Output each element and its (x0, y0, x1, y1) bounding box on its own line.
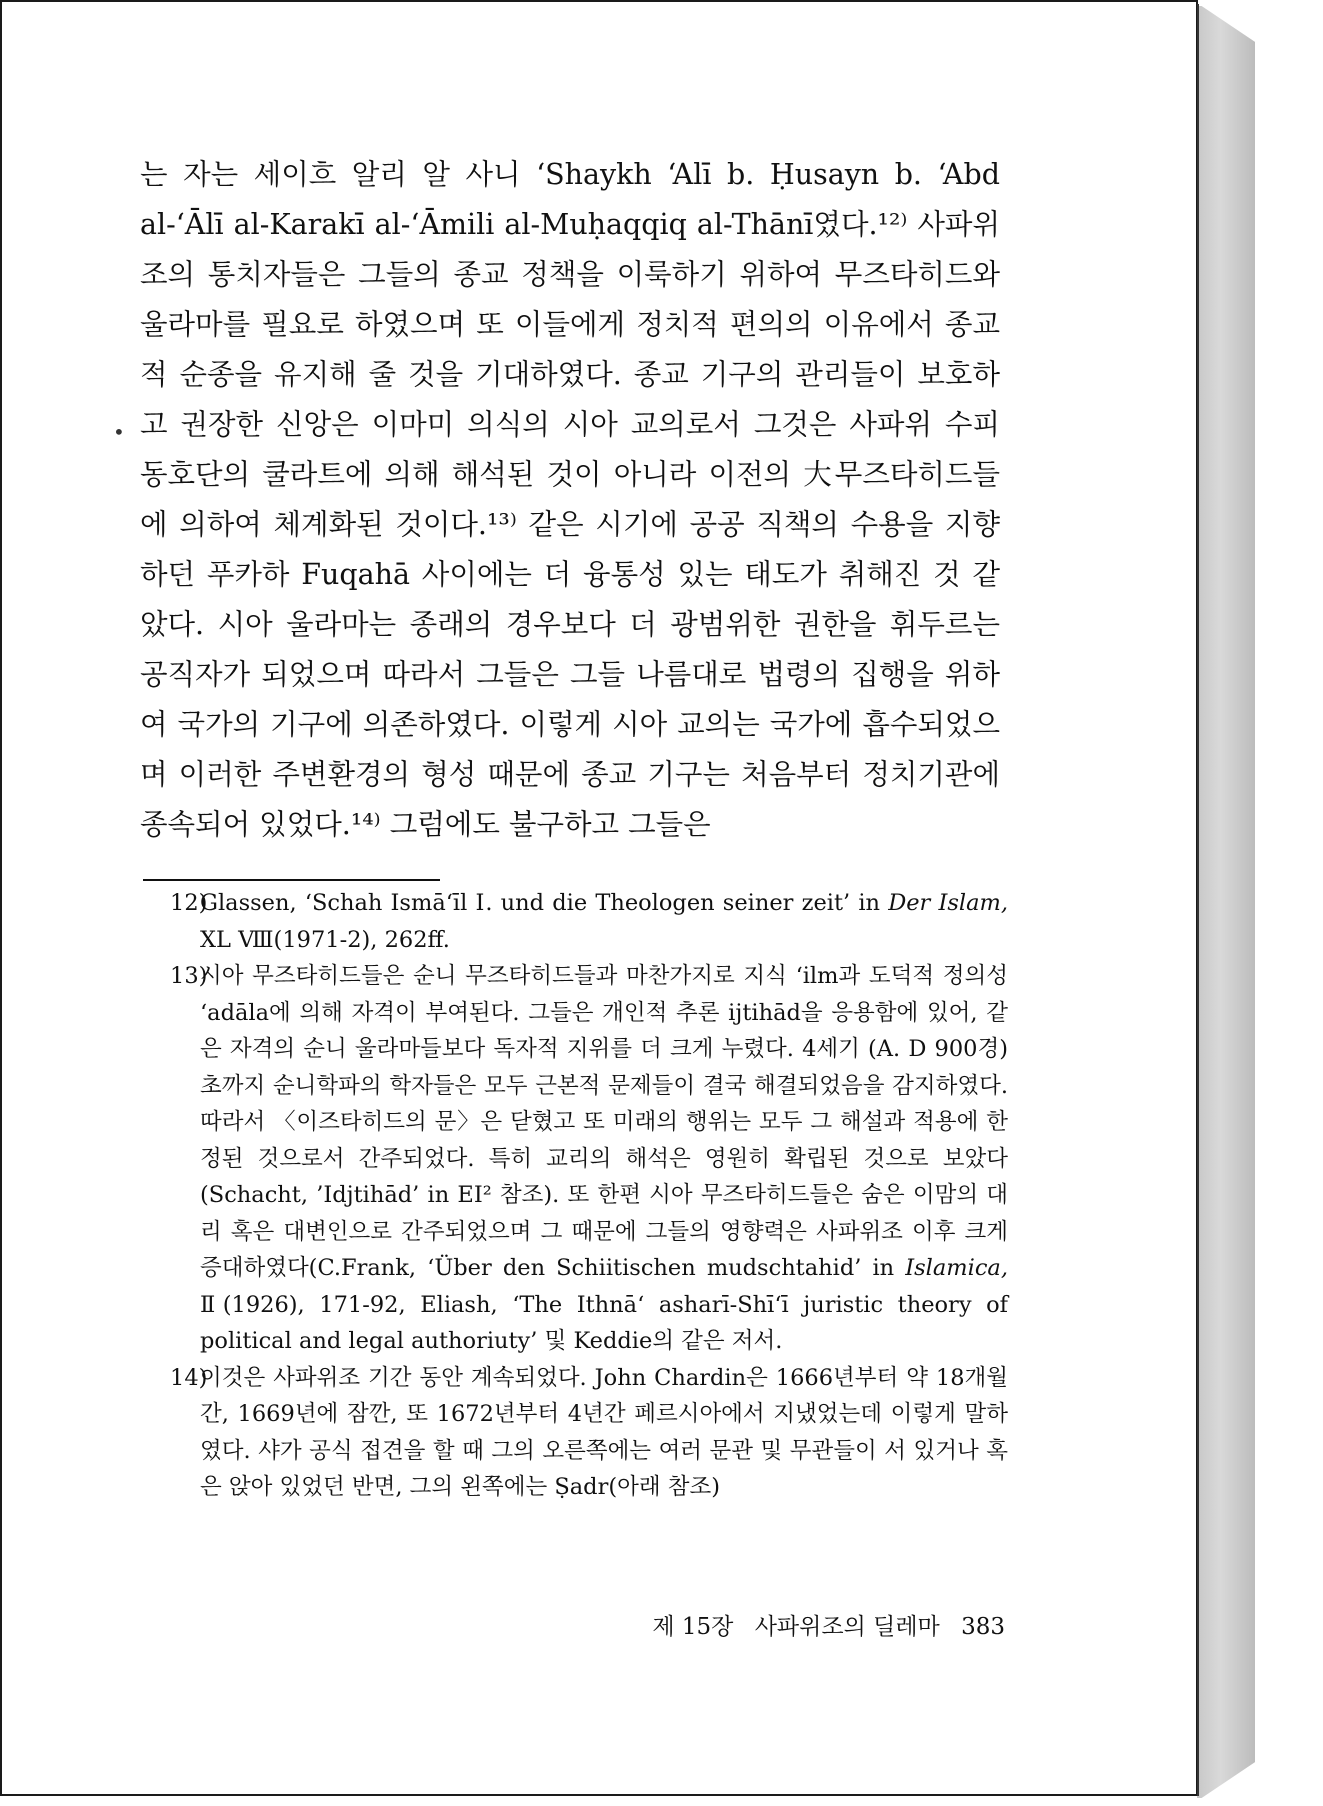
footnote-text: 이것은 사파위조 기간 동안 계속되었다. John Chardin은 1666년부터 약 18개월간, 1669년에 잠깐, 또 1672년부터 4년간 페르시아에서 지냈었는데 이렇게 말하였다. 샤가 공식 접견을 할 때 그의 오른쪽에는 여러 문관 및 무관들이 서 있거나 혹은 앉아 있었던 반면, 그의 왼쪽에는 Ṣadr(아래 참조) (200, 1364, 1008, 1500)
footnote-number: 13) (170, 963, 208, 989)
chapter-title: 사파위조의 딜레마 (754, 1614, 940, 1640)
main-text (140, 150, 1000, 850)
running-footer (585, 1608, 1005, 1641)
margin-mark: • (113, 420, 125, 444)
footnote-italic: Islamica, (905, 1255, 1008, 1281)
chapter-label: 제 15장 (652, 1614, 734, 1640)
page-stack-edge (1197, 6, 1255, 1798)
page-edge-line (1197, 4, 1199, 1796)
page-number: 383 (961, 1614, 1005, 1640)
footnote-divider (143, 879, 440, 881)
footnote-italic: Der Islam, (888, 890, 1009, 916)
footnote-number: 14) (170, 1364, 208, 1391)
footnote-text: 시아 무즈타히드들은 순니 무즈타히드들과 마찬가지로 지식 ‘ilm과 도덕적 정의성 ‘adāla에 의해 자격이 부여된다. 그들은 개인적 추론 ijtihād을 응용함에 있어, 같은 자격의 순니 울라마들보다 독자적 지위를 더 크게 누렸다. 4세기 (A. D 900경) 초까지 순니학파의 학자들은 모두 근본적 문제들이 결국 해결되었음을 감지하였다. 따라서 〈이즈타히드의 문〉은 닫혔고 또 미래의 행위는 모두 그 해설과 적용에 한정된 것으로서 간주되었다. 특히 교리의 해석은 영원히 확립된 것으로 보았다(Schacht, ’Idjtihād’ in EI² 참조). 또 한편 시아 무즈타히드들은 숨은 이맘의 대리 혹은 대변인으로 간주되었으며 그 때문에 그들의 영향력은 사파위조 이후 크게 증대하였다(C.Frank, ‘Über den Schiitischen mudschtahid’ in (200, 963, 1008, 1281)
footnote-number: 12) (170, 890, 208, 916)
footnotes (170, 885, 1008, 1506)
footnote-12 (170, 885, 1008, 958)
footnote-text-end: Ⅱ(1926), 171-92, Eliash, ‘The Ithnā‘ asharī-Shī‘ī juristic theory of political and legal authoriuty’ 및 Keddie의 같은 저서. (200, 1291, 1008, 1354)
body-paragraph: 는 자는 세이흐 알리 알 사니 ‘Shaykh ‘Alī b. Ḥusayn b. ‘Abd al-‘Ālī al-Karakī al-‘Āmili al-Muḥaqqiq al-Thānī였다.¹²⁾ 사파위조의 통치자들은 그들의 종교 정책을 이룩하기 위하여 무즈타히드와 울라마를 필요로 하였으며 또 이들에게 정치적 편의의 이유에서 종교적 순종을 유지해 줄 것을 기대하였다. 종교 기구의 관리들이 보호하고 권장한 신앙은 이마미 의식의 시아 교의로서 그것은 사파위 수피 동호단의 쿨라트에 의해 해석된 것이 아니라 이전의 大무즈타히드들에 의하여 체계화된 것이다.¹³⁾ 같은 시기에 공공 직책의 수용을 지향하던 푸카하 Fuqahā 사이에는 더 융통성 있는 태도가 취해진 것 같았다. 시아 울라마는 종래의 경우보다 더 광범위한 권한을 휘두르는 공직자가 되었으며 따라서 그들은 그들 나름대로 법령의 집행을 위하여 국가의 기구에 의존하였다. 이렇게 시아 교의는 국가에 흡수되었으며 이러한 주변환경의 형성 때문에 종교 기구는 처음부터 정치기관에 종속되어 있었다.¹⁴⁾ 그럼에도 불구하고 그들은 (140, 158, 1000, 841)
footnote-13 (170, 958, 1008, 1360)
footnote-14 (170, 1360, 1008, 1506)
footnote-text: Glassen, ‘Schah Ismā‘īl Ⅰ. und die Theologen seiner zeit’ in (200, 890, 889, 916)
footnote-text-end: XL Ⅷ(1971-2), 262ff. (200, 926, 450, 953)
